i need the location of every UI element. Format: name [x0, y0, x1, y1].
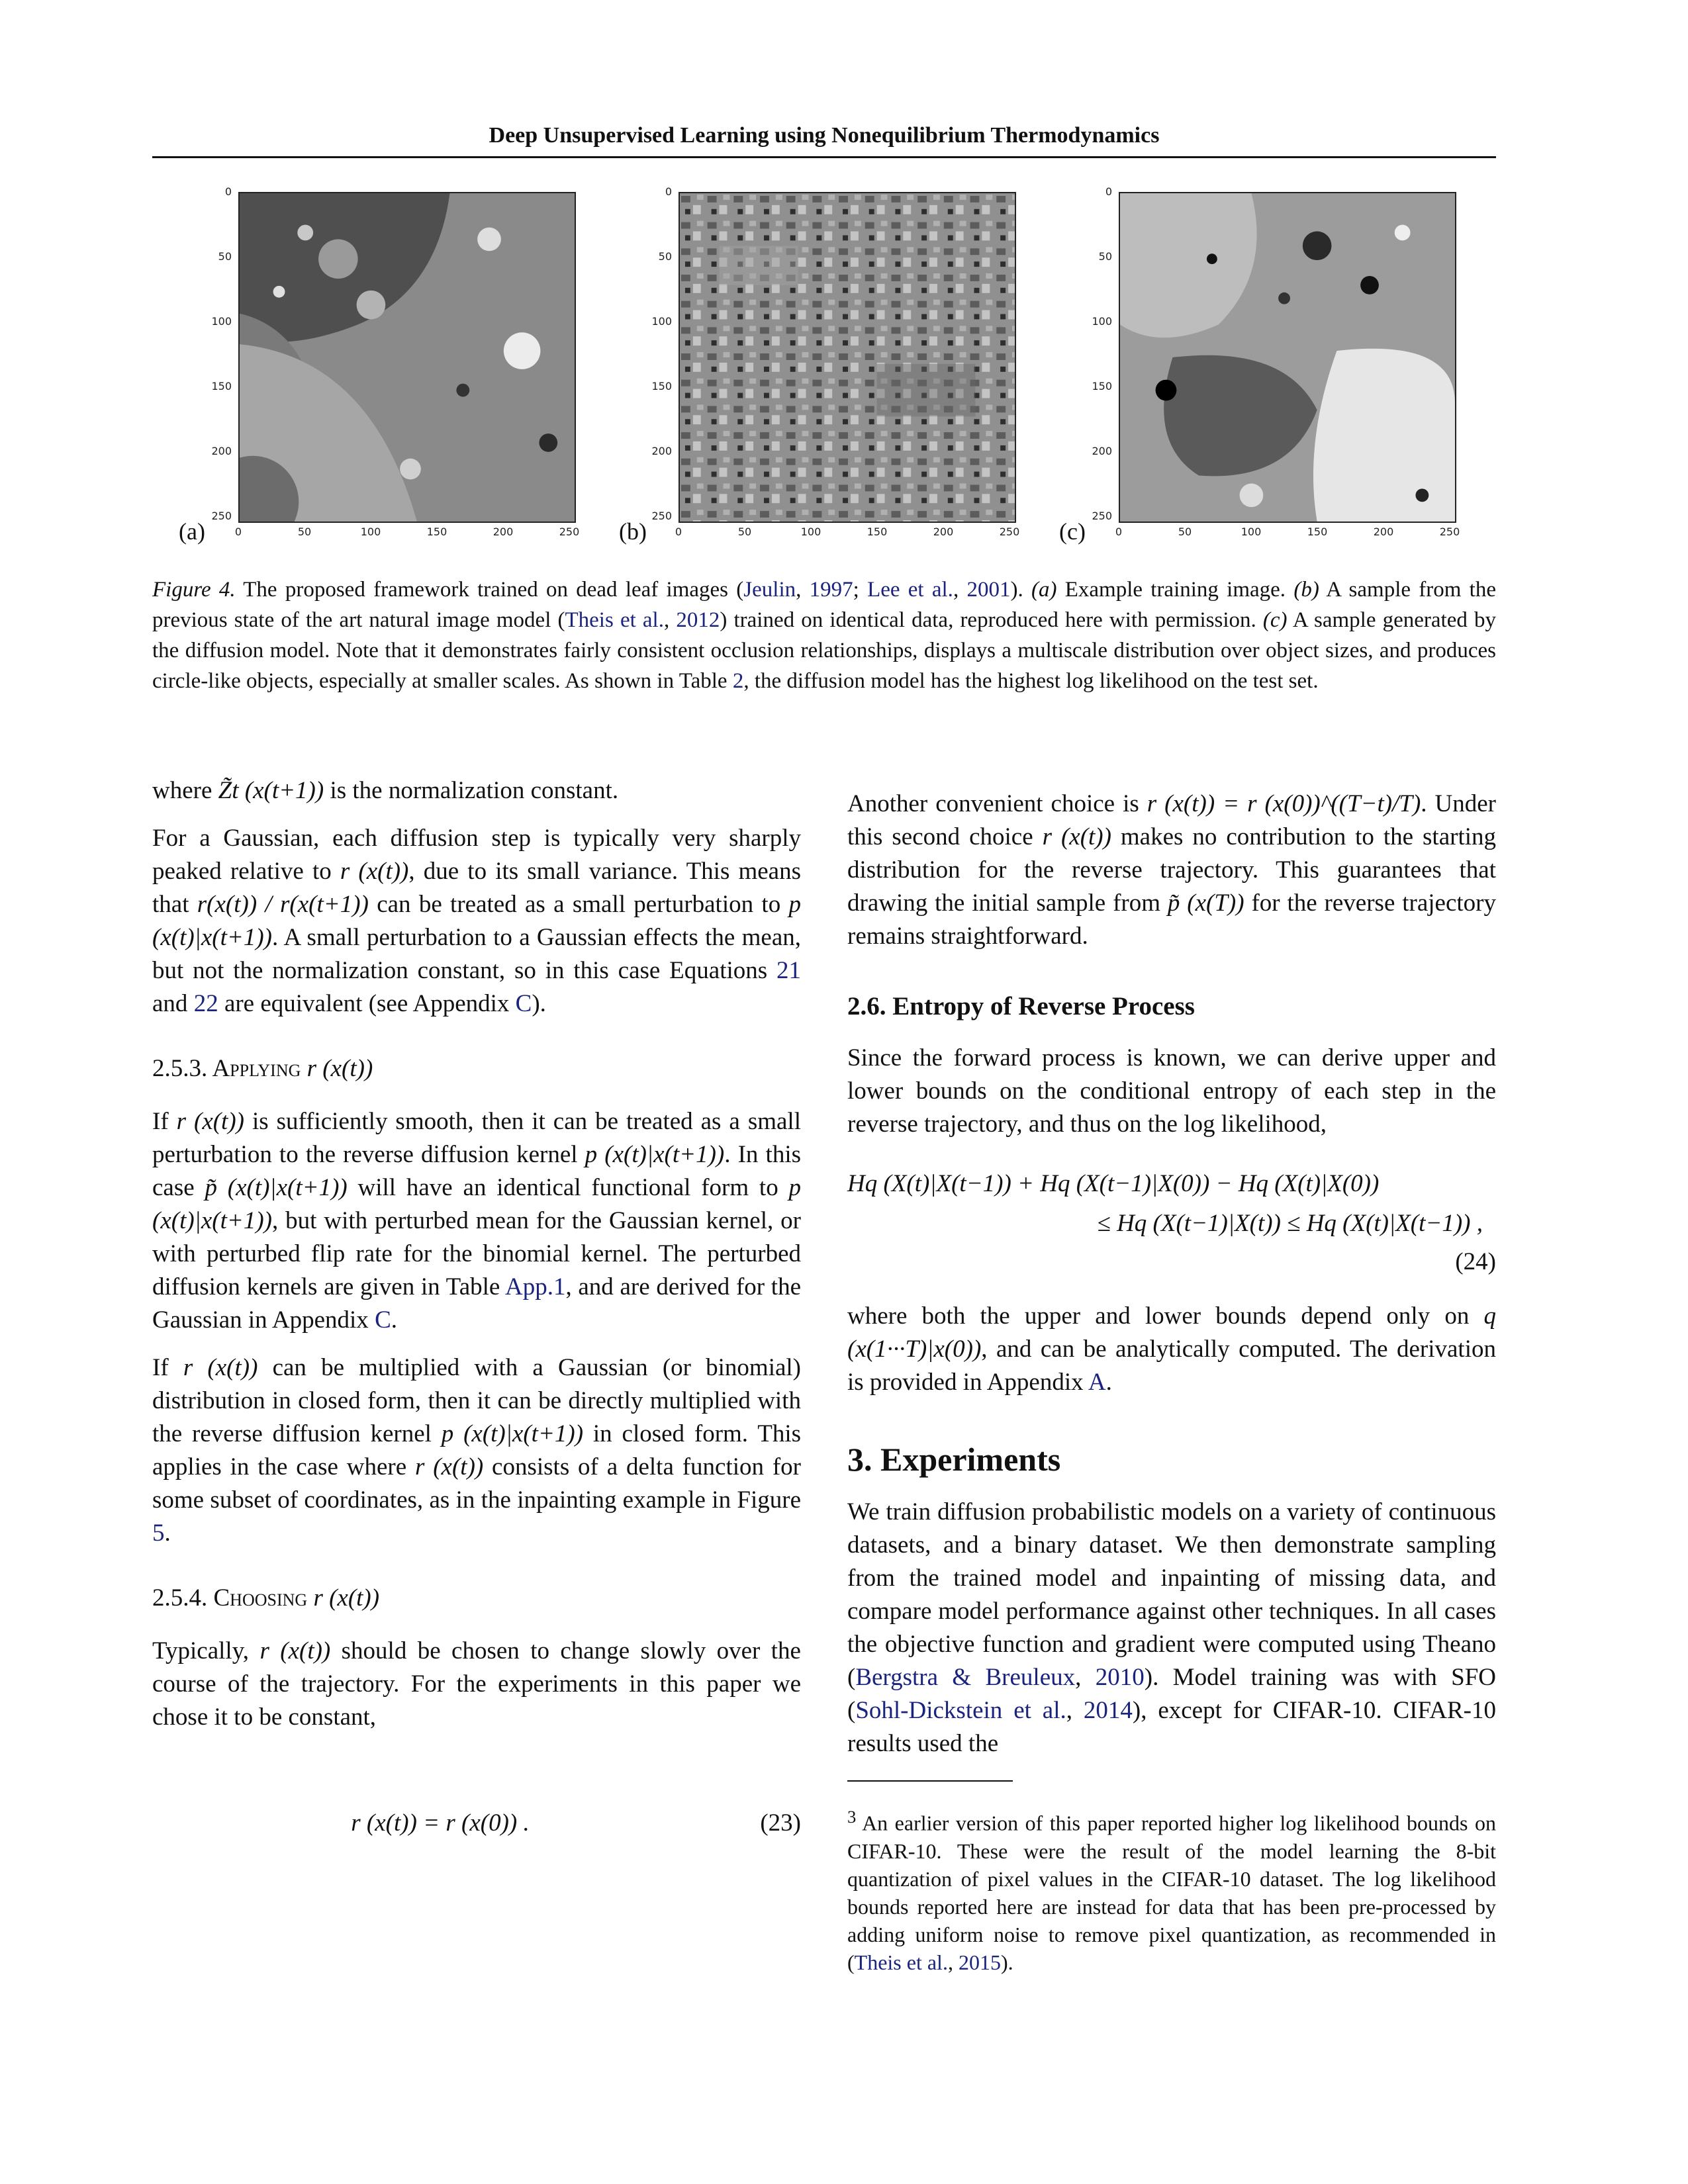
citation-link[interactable]: 2015	[958, 1950, 1001, 1974]
panel-b-ytick: 200	[651, 445, 672, 457]
text: are equivalent (see Appendix	[218, 990, 516, 1017]
text: is the normalization constant.	[324, 777, 619, 804]
text: ). Model training was with SFO (	[847, 1664, 1496, 1724]
caption-text: A sample generated by the diffusion model. Note that it demonstrates fairly consistent occlusion relationships, displays a multiscale distribution over object sizes, and produces circle-like objects, especially at smaller scales. As shown in Table	[152, 608, 1496, 693]
caption-text: ,	[796, 578, 810, 602]
panel-a-letter: (a)	[179, 518, 205, 545]
math-inline: r (x(t))	[415, 1453, 484, 1480]
text: makes no contribution to the starting distribution for the reverse trajectory. This guarantees that drawing the initial sample from	[847, 823, 1497, 917]
text: Typically,	[152, 1637, 260, 1664]
text: ).	[532, 990, 546, 1017]
paragraph	[152, 1351, 801, 1550]
text: can be multiplied with a Gaussian (or binomial) distribution in closed form, then it can be directly multiplied with the reverse diffusion kernel	[152, 1354, 801, 1447]
paragraph	[847, 788, 1496, 953]
figure-panel-c	[1033, 179, 1460, 549]
equation-24	[847, 1167, 1496, 1280]
text: . A small perturbation to a Gaussian effects the mean, but not the normalization constant, so in this case Equations	[152, 924, 801, 984]
paragraph: Since the forward process is known, we can derive upper and lower bounds on the conditional entropy of each step in the reverse trajectory, and thus on the log likelihood,	[847, 1044, 1496, 1138]
panel-c-ytick: 200	[1092, 445, 1112, 457]
equation-ref-link[interactable]: 22	[193, 990, 218, 1017]
caption-sublabel: (c)	[1262, 608, 1288, 632]
citation-link[interactable]: 2010	[1095, 1664, 1145, 1691]
paragraph	[847, 1496, 1496, 1760]
caption-text: The proposed framework trained on dead leaf images (	[235, 578, 744, 602]
text: for the reverse trajectory remains straightforward.	[847, 889, 1496, 950]
text: ), except for CIFAR-10. CIFAR-10 results used the	[847, 1697, 1497, 1757]
caption-text: Example training image.	[1056, 578, 1294, 602]
math-inline: p (x(t)|x(t+1))	[441, 1420, 584, 1447]
figure-caption	[152, 574, 1496, 696]
text: . Under this second choice	[847, 790, 1497, 850]
equation-body: r (x(t)) = r (x(0)) .	[351, 1809, 530, 1837]
text: An earlier version of this paper reported higher log likelihood bounds on CIFAR-10. These were the result of the model learning the 8-bit quantization of pixel values in the CIFAR-10 dataset. The log likelihood bounds reported here are instead for data that has been pre-processed by adding uniform noise to remove pixel quantization, as recommended in (	[847, 1811, 1496, 1974]
text: .	[1105, 1369, 1112, 1396]
panel-c-xtick: 100	[1241, 525, 1262, 538]
panel-b-image	[679, 192, 1016, 523]
text: , and are derived for the Gaussian in Appendix	[152, 1273, 801, 1334]
appendix-ref-link[interactable]: A	[1088, 1369, 1106, 1396]
text: is sufficiently smooth, then it can be treated as a small perturbation to the reverse diffusion kernel	[152, 1108, 801, 1168]
table-ref-link[interactable]: App.1	[504, 1273, 566, 1300]
citation-link[interactable]: 2014	[1083, 1697, 1133, 1724]
math-inline: Z̃t (x(t+1))	[218, 777, 324, 804]
caption-text: ) trained on identical data, reproduced here with permission.	[720, 608, 1263, 632]
citation-link[interactable]: Sohl-Dickstein et al.	[855, 1697, 1066, 1724]
panel-a-xtick: 200	[492, 525, 514, 538]
math-inline: r(x(t)) / r(x(t+1))	[197, 891, 369, 918]
text: where	[152, 777, 218, 804]
math-inline: r (x(t))	[1042, 823, 1111, 850]
caption-label: Figure 4.	[152, 578, 236, 602]
citation-link[interactable]: 1997	[809, 578, 853, 602]
text: . In this case	[152, 1141, 801, 1201]
panel-a-xtick: 50	[297, 525, 312, 538]
math-inline: r (x(t))	[306, 1055, 373, 1082]
math-inline: p̃ (x(T))	[1167, 889, 1244, 917]
equation-line: ≤ Hq (X(t−1)|X(t)) ≤ Hq (X(t)|X(t−1)) ,	[1097, 1210, 1483, 1237]
text: 2.5.4. Choosing	[152, 1584, 314, 1612]
math-inline: r (x(t)) = r (x(0))^((T−t)/T)	[1147, 790, 1421, 817]
panel-b-ytick: 0	[665, 185, 672, 198]
text: consists of a delta function for some subset of coordinates, as in the inpainting example in Figure	[152, 1453, 801, 1514]
text: .	[164, 1520, 171, 1547]
figure-panel-b	[592, 179, 1020, 549]
panel-b-ytick: 100	[651, 315, 672, 328]
math-inline: p̃ (x(t)|x(t+1))	[205, 1174, 348, 1201]
appendix-ref-link[interactable]: C	[515, 990, 532, 1017]
panel-b-xtick: 0	[675, 525, 682, 538]
panel-c-xtick: 200	[1373, 525, 1394, 538]
text: should be chosen to change slowly over the course of the trajectory. For the experiments in this paper we chose it to be constant,	[152, 1637, 801, 1731]
paragraph	[847, 1300, 1496, 1399]
subsubsection-heading	[152, 1582, 801, 1615]
citation-link[interactable]: Lee et al.	[867, 578, 953, 602]
panel-b-ytick: 50	[658, 250, 672, 263]
panel-c-ytick: 0	[1105, 185, 1112, 198]
text: ,	[1066, 1697, 1084, 1724]
text: Another convenient choice is	[847, 790, 1147, 817]
paragraph	[152, 822, 801, 1021]
panel-c-xtick: 50	[1178, 525, 1192, 538]
figure-panel-a	[152, 179, 580, 549]
math-inline: r (x(t))	[313, 1584, 380, 1612]
panel-a-ytick: 150	[211, 380, 232, 392]
panel-c-xtick: 150	[1307, 525, 1328, 538]
panel-a-xtick: 100	[360, 525, 381, 538]
text: , and can be analytically computed. The derivation is provided in Appendix	[847, 1336, 1496, 1396]
text: ,	[1075, 1664, 1096, 1691]
caption-sublabel: (b)	[1293, 578, 1319, 602]
panel-a-xtick: 150	[426, 525, 447, 538]
text: .	[391, 1306, 397, 1334]
right-column	[847, 774, 1496, 1997]
citation-link[interactable]: 2012	[676, 608, 720, 632]
citation-link[interactable]: Bergstra & Breuleux	[855, 1664, 1076, 1691]
text: in closed form. This applies in the case where	[152, 1420, 801, 1480]
text: will have an identical functional form to	[347, 1174, 789, 1201]
panel-a-ytick: 250	[211, 510, 232, 522]
text: , but with perturbed mean for the Gaussian kernel, or with perturbed flip rate for the binomial kernel. The perturbed diffusion kernels are given in Table	[152, 1207, 801, 1300]
panel-c-xtick: 0	[1115, 525, 1123, 538]
text: For a Gaussian, each diffusion step is typically very sharply peaked relative to	[152, 825, 801, 885]
panel-c-ytick: 250	[1092, 510, 1112, 522]
caption-text: ,	[953, 578, 967, 602]
text: can be treated as a small perturbation to	[368, 891, 789, 918]
caption-text: ).	[1010, 578, 1031, 602]
citation-link[interactable]: Theis et al.	[854, 1950, 948, 1974]
header-rule	[152, 156, 1496, 158]
math-inline: r (x(t))	[176, 1108, 244, 1135]
footnote	[847, 1803, 1496, 1976]
panel-a-ytick: 50	[218, 250, 232, 263]
subsection-heading: 2.6. Entropy of Reverse Process	[847, 992, 1195, 1021]
equation-number: (23)	[760, 1809, 801, 1837]
panel-a-xtick: 250	[559, 525, 580, 538]
panel-c-ytick: 100	[1092, 315, 1112, 328]
paragraph	[152, 774, 801, 807]
figure-ref-link[interactable]: 5	[152, 1520, 165, 1547]
panel-c-letter: (c)	[1059, 518, 1086, 545]
panel-b-xtick: 250	[999, 525, 1020, 538]
math-inline: p (x(t)|x(t+1))	[152, 1174, 801, 1234]
citation-link[interactable]: Theis et al.	[565, 608, 664, 632]
equation-number: (24)	[1455, 1248, 1496, 1275]
paragraph	[152, 1105, 801, 1337]
text: We train diffusion probabilistic models on a variety of continuous datasets, and a binary dataset. We then demonstrate sampling from the trained model and inpainting of missing data, and compare model performance against other techniques. In all cases the objective function and gradient were computed using Theano (	[847, 1498, 1496, 1691]
math-inline: q (x(1···T)|x(0))	[847, 1302, 1496, 1363]
panel-c-ytick: 150	[1092, 380, 1112, 392]
panel-a-ytick: 200	[211, 445, 232, 457]
equation-23	[152, 1807, 801, 1853]
caption-sublabel: (a)	[1031, 578, 1057, 602]
section-heading: 3. Experiments	[847, 1441, 1061, 1478]
text: and	[152, 990, 194, 1017]
panel-b-xtick: 150	[867, 525, 888, 538]
math-inline: r (x(t))	[183, 1354, 258, 1381]
citation-link[interactable]: 2001	[966, 578, 1011, 602]
left-column	[152, 774, 801, 1873]
panel-c-xtick: 250	[1439, 525, 1460, 538]
caption-text: ;	[853, 578, 868, 602]
panel-a-image	[238, 192, 576, 523]
appendix-ref-link[interactable]: C	[375, 1306, 391, 1334]
equation-line: Hq (X(t)|X(t−1)) + Hq (X(t−1)|X(0)) − Hq (X(t)|X(0))	[847, 1170, 1380, 1197]
panel-a-xtick: 0	[234, 525, 242, 538]
text: ).	[1000, 1950, 1013, 1974]
panel-c-ytick: 50	[1098, 250, 1112, 263]
text: ,	[947, 1950, 959, 1974]
text: where both the upper and lower bounds depend only on	[847, 1302, 1484, 1330]
panel-c-image	[1119, 192, 1456, 523]
text: If	[152, 1354, 183, 1381]
math-inline: r (x(t))	[259, 1637, 331, 1664]
table-ref-link[interactable]: 2	[732, 669, 744, 693]
equation-ref-link[interactable]: 21	[776, 957, 801, 984]
caption-text: A sample from the previous state of the art natural image model (	[152, 578, 1496, 632]
paragraph	[152, 1635, 801, 1734]
text: If	[152, 1108, 177, 1135]
subsubsection-heading	[152, 1052, 801, 1085]
text: 2.5.3. Applying	[152, 1055, 307, 1082]
citation-link[interactable]: Jeulin	[743, 578, 796, 602]
caption-text: , the diffusion model has the highest log likelihood on the test set.	[743, 669, 1319, 693]
panel-b-xtick: 50	[737, 525, 752, 538]
panel-b-ytick: 250	[651, 510, 672, 522]
panel-b-xtick: 200	[933, 525, 954, 538]
running-header: Deep Unsupervised Learning using Nonequilibrium Thermodynamics	[489, 123, 1160, 148]
caption-text: ,	[663, 608, 677, 632]
math-inline: p (x(t)|x(t+1))	[152, 891, 801, 951]
text: , due to its small variance. This means that	[152, 858, 801, 918]
footnote-marker: 3	[847, 1807, 857, 1827]
panel-a-ytick: 100	[211, 315, 232, 328]
math-inline: p (x(t)|x(t+1))	[585, 1141, 725, 1168]
panel-b-ytick: 150	[651, 380, 672, 392]
footnote-rule	[847, 1780, 1013, 1782]
math-inline: r (x(t))	[340, 858, 409, 885]
panel-a-ytick: 0	[224, 185, 232, 198]
panel-b-xtick: 100	[800, 525, 821, 538]
panel-b-letter: (b)	[619, 518, 647, 545]
